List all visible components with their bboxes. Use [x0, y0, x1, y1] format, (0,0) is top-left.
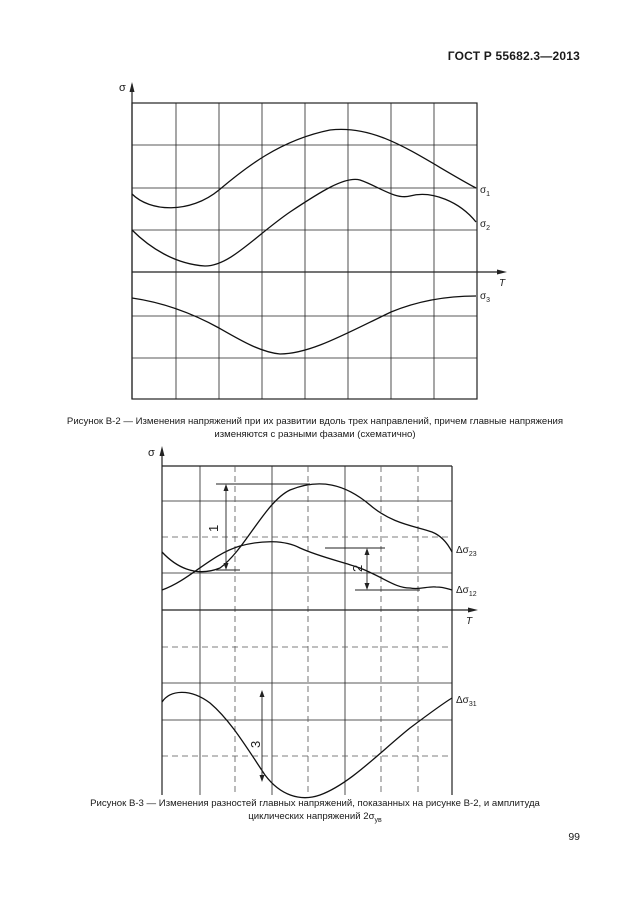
- curve-dsigma31: [162, 692, 452, 797]
- label-dsigma23: $\Delta\sigma_{23}$: [456, 545, 477, 558]
- figure-b3-caption: [40, 797, 590, 827]
- marker-1: 1: [206, 524, 221, 532]
- marker-3: 3: [248, 740, 263, 748]
- figure-b3-arrowheads: [224, 484, 370, 782]
- standard-header: ГОСТ Р 55682.3—2013: [447, 49, 580, 63]
- page-number: 99: [568, 831, 580, 843]
- label-dsigma31: $\Delta\sigma_{31}$: [456, 695, 477, 708]
- label-sigma2: $\sigma_2$: [480, 219, 491, 232]
- marker-2: 2: [350, 564, 365, 572]
- figure-b3-x-label: T: [466, 616, 473, 627]
- figure-b3-caption-line1: Рисунок В-3 — Изменения разностей главных напряжений, показанных на рисунке В-2, и амплитуда: [90, 798, 540, 809]
- label-sigma1: $\sigma_1$: [480, 185, 491, 198]
- figure-b3-dashed-grid: [162, 466, 452, 795]
- figure-b3-caption-line2: циклических напряжений $2\sigma_{ув}$: [248, 811, 382, 824]
- figure-b3-y-label: σ: [148, 447, 155, 459]
- figure-b3-marker-labels: [206, 525, 365, 748]
- figure-b2-caption-line2: изменяются с разными фазами (схематично): [214, 429, 416, 440]
- curve-dsigma12: [162, 542, 452, 590]
- figure-b3-amplitude-markers: [216, 484, 420, 778]
- figure-b2-y-label: σ: [119, 82, 126, 94]
- figure-b3-grid: [162, 466, 452, 795]
- figure-b2-caption-line1: Рисунок В-2 — Изменения напряжений при их развитии вдоль трех направлений, причем главные напряжения: [66, 416, 564, 427]
- label-sigma3: $\sigma_3$: [480, 291, 491, 304]
- label-dsigma12: $\Delta\sigma_{12}$: [456, 585, 477, 598]
- figure-b3-axes: [148, 446, 478, 795]
- figure-b2-x-label: T: [499, 278, 506, 289]
